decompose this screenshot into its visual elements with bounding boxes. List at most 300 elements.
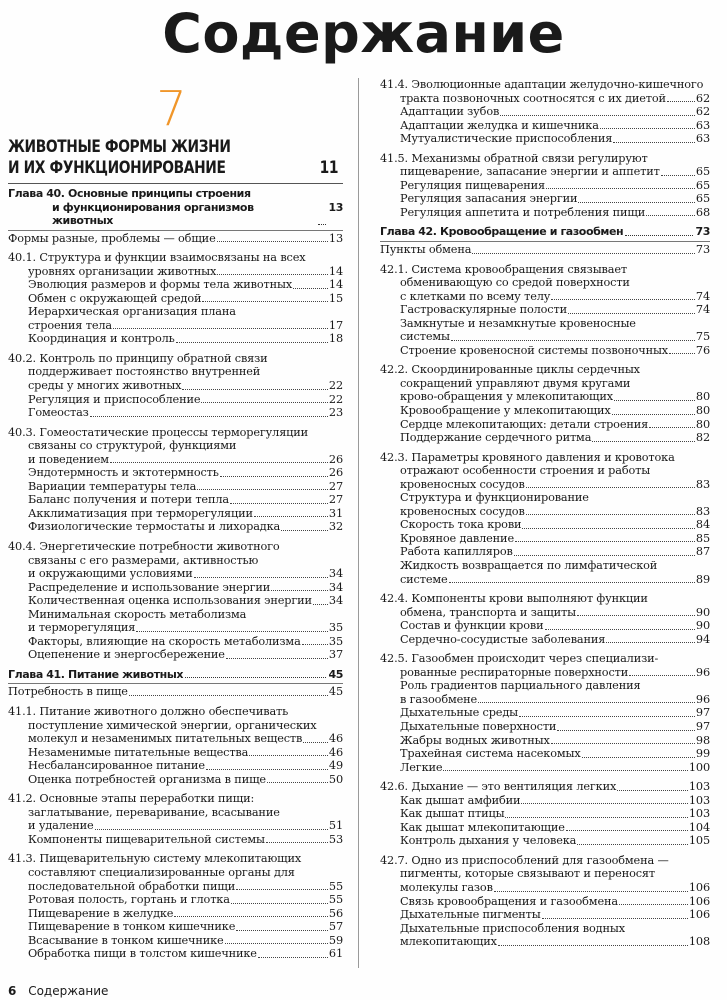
entry-title: Кровяное давление: [400, 531, 514, 545]
entry-title: Замкнутые и незамкнутые кровеносные: [400, 316, 636, 330]
section-heading-continued[interactable]: [8, 365, 343, 379]
section-heading[interactable]: [8, 251, 343, 265]
entry-page-number: 87: [695, 545, 710, 559]
entry-page-number: 63: [695, 132, 710, 146]
entry-page-number: 104: [688, 820, 710, 834]
subsection-entry[interactable]: [8, 635, 343, 649]
entry-page-number: 73: [695, 225, 710, 239]
section-heading[interactable]: [8, 792, 343, 806]
section-heading[interactable]: [8, 540, 343, 554]
dot-leader: [303, 742, 328, 743]
subsection-entry[interactable]: [8, 947, 343, 961]
entry-page-number: 106: [688, 881, 710, 895]
entry-page-number: 89: [695, 572, 710, 586]
dot-leader: [551, 743, 695, 744]
entry-title: Ротовая полость, гортань и глотка: [28, 893, 230, 907]
entry-title: в газообмене: [400, 692, 478, 706]
dot-leader: [526, 487, 695, 488]
dot-leader: [592, 441, 695, 442]
subsection-entry[interactable]: [380, 720, 710, 734]
entry-title: и поведением: [28, 452, 109, 466]
subsection-entry[interactable]: [8, 278, 343, 292]
section-heading-continued[interactable]: [8, 866, 343, 880]
chapter-heading[interactable]: [8, 187, 343, 201]
entry-page-number: 62: [695, 105, 710, 119]
entry-page-number: 105: [688, 834, 710, 848]
entry-page-number: 57: [328, 920, 343, 934]
chapter-rule: [380, 241, 710, 242]
subsection-entry[interactable]: [380, 317, 710, 331]
subsection-entry[interactable]: [380, 679, 710, 693]
dot-leader: [182, 389, 328, 390]
entry-title: Как дышат млекопитающие: [400, 820, 565, 834]
dot-leader: [625, 225, 693, 236]
entry-title: Гастроваскулярные полости: [400, 303, 567, 317]
dot-leader: [577, 844, 688, 845]
dot-leader: [526, 514, 695, 515]
subsection-entry[interactable]: [380, 706, 710, 720]
entry-title: сокращений управляют двумя кругами: [400, 376, 631, 390]
subsection-entry[interactable]: [380, 619, 710, 633]
subsection-entry[interactable]: [380, 895, 710, 909]
entry-page-number: 65: [695, 165, 710, 179]
section-heading[interactable]: [8, 426, 343, 440]
entry-page-number: 14: [328, 278, 343, 292]
subsection-entry[interactable]: [8, 305, 343, 319]
subsection-entry[interactable]: [380, 404, 710, 418]
subsection-entry[interactable]: [380, 834, 710, 848]
entry-page-number: 85: [695, 531, 710, 545]
entry-title: с клетками по всему телу: [400, 289, 551, 303]
subsection-entry[interactable]: [8, 648, 343, 662]
dot-leader: [505, 817, 687, 818]
dot-leader: [566, 830, 688, 831]
subsection-entry[interactable]: [8, 332, 343, 346]
section-heading-continued[interactable]: [380, 867, 710, 881]
section-heading-continued[interactable]: [8, 819, 343, 833]
section-heading-continued[interactable]: [380, 606, 710, 620]
dot-leader: [313, 604, 328, 605]
dot-leader: [201, 402, 328, 403]
entry-page-number: 61: [328, 947, 343, 961]
subsection-entry[interactable]: [8, 393, 343, 407]
entry-page-number: 34: [328, 580, 343, 594]
subsection-entry[interactable]: [380, 518, 710, 532]
section-heading[interactable]: [8, 705, 343, 719]
section-heading[interactable]: [380, 780, 710, 794]
subsection-entry[interactable]: [380, 559, 710, 573]
dot-leader: [236, 930, 328, 931]
entry-page-number: 51: [328, 819, 343, 833]
entry-page-number: 103: [688, 780, 710, 794]
entry-title: Физиологические термостаты и лихорадка: [28, 520, 281, 534]
entry-page-number: 96: [695, 692, 710, 706]
dot-leader: [546, 188, 695, 189]
dot-leader: [217, 241, 328, 242]
subsection-entry[interactable]: [380, 633, 710, 647]
subsection-entry[interactable]: [8, 520, 343, 534]
subsection-entry[interactable]: [380, 734, 710, 748]
entry-title: Связь кровообращения и газообмена: [400, 894, 618, 908]
entry-title: 42.3. Параметры кровяного давления и кровотока: [380, 450, 675, 464]
part-rule: [8, 183, 343, 184]
subsection-entry[interactable]: [8, 406, 343, 420]
dot-leader: [613, 142, 695, 143]
entry-title: Обмен с окружающей средой: [28, 291, 202, 305]
toc-left-column: [8, 81, 343, 961]
entry-title: Регуляция и приспособление: [28, 392, 201, 406]
subsection-entry[interactable]: [380, 545, 710, 559]
entry-title: 42.2. Скоординированные циклы сердечных: [380, 363, 640, 377]
entry-page-number: 31: [328, 506, 343, 520]
dot-leader: [515, 541, 695, 542]
dot-leader: [225, 943, 328, 944]
entry-title: Адаптации зубов: [400, 105, 500, 119]
entry-title: последовательной обработки пищи: [28, 879, 236, 893]
dot-leader: [230, 503, 328, 504]
entry-title: Координация и контроль: [28, 332, 175, 346]
section-heading-continued[interactable]: [380, 290, 710, 304]
subsection-entry[interactable]: [380, 505, 710, 519]
subsection-entry[interactable]: [380, 573, 710, 587]
dot-leader: [231, 903, 328, 904]
dot-leader: [478, 702, 695, 703]
subsection-entry[interactable]: [380, 532, 710, 546]
subsection-entry[interactable]: [8, 594, 343, 608]
entry-title: Как дышат амфибии: [400, 793, 521, 807]
entry-title: 40.3. Гомеостатические процессы терморегуляции: [8, 425, 309, 439]
subsection-entry[interactable]: [380, 206, 710, 220]
entry-page-number: 46: [328, 732, 343, 746]
entry-title: Потребность в пище: [8, 685, 128, 699]
section-heading-continued[interactable]: [8, 806, 343, 820]
subsection-entry[interactable]: [380, 693, 710, 707]
subsection-entry[interactable]: [8, 920, 343, 934]
entry-title: Мутуалистические приспособления: [400, 132, 613, 146]
dot-leader: [174, 916, 328, 917]
subsection-entry[interactable]: [8, 292, 343, 306]
entry-title: и удаление: [28, 819, 94, 833]
entry-page-number: 63: [695, 118, 710, 132]
entry-title: кровеносных сосудов: [400, 504, 525, 518]
subsection-entry[interactable]: [8, 907, 343, 921]
dot-leader: [519, 716, 695, 717]
dot-leader: [619, 904, 688, 905]
dot-leader: [194, 577, 328, 578]
entry-page-number: 75: [695, 330, 710, 344]
entry-title: Сердечно-сосудистые заболевания: [400, 632, 606, 646]
section-heading[interactable]: [380, 451, 710, 465]
dot-leader: [449, 582, 695, 583]
entry-page-number: 34: [328, 594, 343, 608]
entry-title: обменивающую со средой поверхности: [400, 276, 630, 290]
entry-page-number: 45: [328, 685, 343, 699]
subsection-entry[interactable]: [8, 833, 343, 847]
entry-title: Несбалансированное питание: [28, 759, 205, 773]
section-heading[interactable]: [380, 263, 710, 277]
entry-title: молекулы газов: [400, 881, 493, 895]
subsection-entry[interactable]: [8, 621, 343, 635]
section-heading[interactable]: [380, 592, 710, 606]
entry-title: уровнях организации животных: [28, 264, 217, 278]
entry-page-number: 17: [328, 318, 343, 332]
dot-leader: [267, 782, 328, 783]
entry-page-number: 106: [688, 908, 710, 922]
subsection-entry[interactable]: [380, 747, 710, 761]
part-number: 7: [156, 81, 187, 137]
section-heading-continued[interactable]: [380, 666, 710, 680]
section-heading-continued[interactable]: [8, 719, 343, 733]
entry-page-number: 108: [688, 935, 710, 949]
entry-page-number: 65: [695, 178, 710, 192]
entry-page-number: 100: [688, 760, 710, 774]
subsection-entry[interactable]: [8, 934, 343, 948]
dot-leader: [577, 615, 695, 616]
entry-title: поступление химической энергии, органических: [28, 718, 317, 732]
entry-title: Распределение и использование энергии: [28, 580, 271, 594]
subsection-entry[interactable]: [380, 794, 710, 808]
section-heading[interactable]: [380, 854, 710, 868]
entry-title: Обработка пищи в толстом кишечнике: [28, 947, 257, 961]
entry-page-number: 82: [695, 431, 710, 445]
section-heading[interactable]: [380, 78, 710, 92]
entry-title: Контроль дыхания у человека: [400, 834, 577, 848]
subsection-entry[interactable]: [380, 105, 710, 119]
entry-title: Дыхательные среды: [400, 706, 518, 720]
dot-leader: [197, 489, 328, 490]
entry-title: 41.5. Механизмы обратной связи регулируют: [380, 151, 648, 165]
toc-entry[interactable]: [8, 232, 343, 246]
section-heading[interactable]: [380, 152, 710, 166]
chapter-heading[interactable]: [8, 201, 343, 228]
subsection-entry[interactable]: [8, 480, 343, 494]
subsection-entry[interactable]: [380, 431, 710, 445]
subsection-entry[interactable]: [380, 132, 710, 146]
section-heading-continued[interactable]: [8, 439, 343, 453]
dot-leader: [271, 590, 328, 591]
dot-leader: [281, 530, 328, 531]
dot-leader: [551, 299, 695, 300]
dot-leader: [500, 115, 695, 116]
subsection-entry[interactable]: [380, 418, 710, 432]
section-heading-continued[interactable]: [380, 881, 710, 895]
subsection-entry[interactable]: [380, 807, 710, 821]
dot-leader: [617, 790, 688, 791]
subsection-entry[interactable]: [8, 746, 343, 760]
footer-page-number: 6: [8, 984, 17, 998]
subsection-entry[interactable]: [380, 330, 710, 344]
dot-leader: [220, 476, 328, 477]
entry-page-number: 103: [688, 807, 710, 821]
entry-title: пищеварение, запасание энергии и аппетит: [400, 165, 660, 179]
dot-leader: [600, 128, 695, 129]
entry-title: Регуляция пищеварения: [400, 178, 545, 192]
subsection-entry[interactable]: [380, 119, 710, 133]
dot-leader: [113, 328, 328, 329]
toc-right-entries: [380, 78, 710, 949]
section-heading[interactable]: [8, 352, 343, 366]
entry-title: млекопитающих: [400, 935, 497, 949]
dot-leader: [646, 215, 695, 216]
entry-page-number: 27: [328, 479, 343, 493]
dot-leader: [266, 842, 328, 843]
entry-title: Легкие: [400, 760, 443, 774]
entry-page-number: 34: [328, 567, 343, 581]
dot-leader: [514, 555, 695, 556]
dot-leader: [667, 101, 695, 102]
section-heading-continued[interactable]: [380, 92, 710, 106]
entry-page-number: 73: [695, 242, 710, 256]
dot-leader: [522, 528, 694, 529]
entry-title: кровеносных сосудов: [400, 477, 525, 491]
entry-page-number: 97: [695, 720, 710, 734]
subsection-entry[interactable]: [380, 192, 710, 206]
dot-leader: [217, 274, 328, 275]
subsection-entry[interactable]: [8, 581, 343, 595]
toc-entry[interactable]: [8, 685, 343, 699]
section-heading-continued[interactable]: [8, 880, 343, 894]
entry-title: 40.4. Энергетические потребности животного: [8, 539, 280, 553]
entry-title: 41.1. Питание животного должно обеспечивать: [8, 704, 289, 718]
entry-title: Трахейная система насекомых: [400, 747, 581, 761]
entry-title: 40.1. Структура и функции взаимосвязаны на всех: [8, 251, 306, 265]
entry-title: Количественная оценка использования энергии: [28, 594, 312, 608]
entry-title: Строение кровеносной системы позвоночных: [400, 343, 669, 357]
entry-title: Формы разные, проблемы — общие: [8, 231, 216, 245]
section-heading-continued[interactable]: [380, 377, 710, 391]
subsection-entry[interactable]: [380, 179, 710, 193]
entry-page-number: 22: [328, 392, 343, 406]
dot-leader: [110, 462, 328, 463]
dot-leader: [176, 342, 328, 343]
entry-page-number: 90: [695, 619, 710, 633]
section-heading-continued[interactable]: [380, 165, 710, 179]
section-heading[interactable]: [380, 652, 710, 666]
entry-title: Оценка потребностей организма в пище: [28, 772, 266, 786]
subsection-entry[interactable]: [380, 821, 710, 835]
toc-entry[interactable]: [380, 243, 710, 257]
entry-title: Адаптации желудка и кишечника: [400, 118, 599, 132]
entry-page-number: 45: [328, 667, 343, 681]
entry-page-number: 22: [328, 378, 343, 392]
subsection-entry[interactable]: [8, 493, 343, 507]
subsection-entry[interactable]: [380, 935, 710, 949]
entry-title: Минимальная скорость метаболизма: [28, 607, 247, 621]
entry-page-number: 55: [328, 879, 343, 893]
entry-title: Регуляция запасания энергии: [400, 192, 578, 206]
entry-title: составляют специализированные органы для: [28, 865, 295, 879]
dot-leader: [494, 891, 688, 892]
entry-title: поддерживает постоянство внутренней: [28, 365, 261, 379]
dot-leader: [521, 803, 688, 804]
section-heading-continued[interactable]: [8, 453, 343, 467]
entry-title: Всасывание в тонком кишечнике: [28, 933, 224, 947]
section-heading-continued[interactable]: [380, 478, 710, 492]
section-heading-continued[interactable]: [380, 390, 710, 404]
section-heading-continued[interactable]: [8, 567, 343, 581]
subsection-entry[interactable]: [8, 507, 343, 521]
entry-page-number: 37: [328, 648, 343, 662]
chapter-heading[interactable]: [380, 225, 710, 239]
section-heading[interactable]: [8, 852, 343, 866]
entry-page-number: 94: [695, 632, 710, 646]
entry-title: Эволюция размеров и формы тела животных: [28, 278, 293, 292]
dot-leader: [498, 945, 688, 946]
subsection-entry[interactable]: [380, 922, 710, 936]
entry-page-number: 80: [695, 390, 710, 404]
subsection-entry[interactable]: [8, 893, 343, 907]
chapter-heading[interactable]: [8, 668, 343, 682]
toc-right-column: [380, 78, 710, 949]
entry-page-number: 68: [695, 205, 710, 219]
entry-title: и терморегуляция: [28, 621, 136, 635]
entry-title: Вариации температуры тела: [28, 479, 197, 493]
subsection-entry[interactable]: [8, 319, 343, 333]
subsection-entry[interactable]: [380, 761, 710, 775]
dot-leader: [202, 301, 328, 302]
page-title: Содержание: [162, 2, 565, 65]
entry-title: строения тела: [28, 318, 112, 332]
dot-leader: [95, 829, 328, 830]
dot-leader: [129, 695, 328, 696]
entry-page-number: 99: [695, 747, 710, 761]
subsection-entry[interactable]: [8, 759, 343, 773]
subsection-entry[interactable]: [380, 303, 710, 317]
entry-title: рованные респираторные поверхности: [400, 665, 629, 679]
entry-title: Глава 41. Питание животных: [8, 667, 184, 681]
entry-page-number: 50: [328, 772, 343, 786]
dot-leader: [206, 769, 328, 770]
entry-title: и окружающими условиями: [28, 567, 193, 581]
subsection-entry[interactable]: [380, 908, 710, 922]
entry-page-number: 103: [688, 793, 710, 807]
entry-title: системы: [400, 330, 450, 344]
subsection-entry[interactable]: [380, 491, 710, 505]
entry-title: Компоненты пищеварительной системы: [28, 832, 265, 846]
section-heading-continued[interactable]: [380, 464, 710, 478]
subsection-entry[interactable]: [8, 773, 343, 787]
section-heading-continued[interactable]: [8, 554, 343, 568]
dot-leader: [318, 201, 326, 225]
entry-title: Пункты обмена: [380, 242, 472, 256]
subsection-entry[interactable]: [8, 608, 343, 622]
dot-leader: [649, 427, 695, 428]
entry-page-number: 80: [695, 403, 710, 417]
entry-title: 42.4. Компоненты крови выполняют функции: [380, 592, 648, 606]
section-heading[interactable]: [380, 363, 710, 377]
entry-title: связаны со структурой, функциями: [28, 439, 237, 453]
entry-page-number: 13: [328, 200, 343, 214]
section-heading-continued[interactable]: [380, 276, 710, 290]
entry-title: Работа капилляров: [400, 545, 513, 559]
entry-page-number: 83: [695, 477, 710, 491]
dot-leader: [612, 414, 695, 415]
chapter-rule: [8, 683, 343, 684]
dot-leader: [236, 889, 328, 890]
subsection-entry[interactable]: [8, 466, 343, 480]
entry-page-number: 49: [328, 759, 343, 773]
entry-page-number: 13: [328, 231, 343, 245]
dot-leader: [568, 313, 695, 314]
entry-page-number: 15: [328, 291, 343, 305]
section-heading-continued[interactable]: [8, 265, 343, 279]
section-heading-continued[interactable]: [8, 732, 343, 746]
page-footer: [8, 984, 108, 998]
subsection-entry[interactable]: [380, 344, 710, 358]
entry-page-number: 74: [695, 303, 710, 317]
entry-title: отражают особенности строения и работы: [400, 464, 651, 478]
section-heading-continued[interactable]: [8, 379, 343, 393]
